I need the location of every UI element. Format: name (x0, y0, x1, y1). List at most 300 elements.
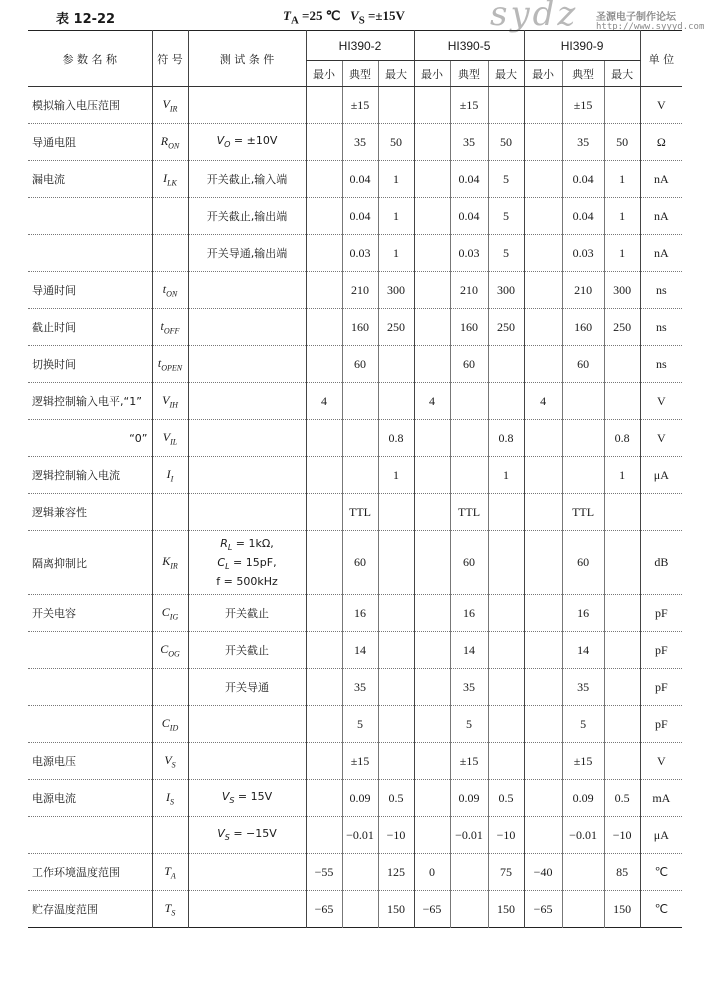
table-row (28, 309, 682, 346)
min-value (306, 309, 342, 346)
max-value: 150 (604, 891, 640, 928)
header-symbol: 符 号 (152, 31, 188, 87)
typ-value: 0.09 (342, 780, 378, 817)
min-value: 4 (524, 383, 562, 420)
param-name (28, 817, 152, 854)
header-device-3: HI390-9 (524, 31, 640, 61)
table-row (28, 891, 682, 928)
unit: nA (640, 161, 682, 198)
min-value: −55 (306, 854, 342, 891)
param-name: 电源电流 (28, 780, 152, 817)
typ-value: ±15 (562, 743, 604, 780)
max-value: 1 (378, 457, 414, 494)
max-value (604, 706, 640, 743)
typ-value: 14 (562, 632, 604, 669)
table-row (28, 494, 682, 531)
max-value (604, 531, 640, 595)
unit: dB (640, 531, 682, 595)
table-row (28, 854, 682, 891)
max-value: 150 (488, 891, 524, 928)
symbol: $C_{ID}$ (152, 706, 188, 743)
max-value (378, 669, 414, 706)
unit: ℃ (640, 854, 682, 891)
min-value (414, 309, 450, 346)
symbol: $V_{IR}$ (152, 87, 188, 124)
test-condition (188, 346, 306, 383)
max-value: −10 (378, 817, 414, 854)
symbol (152, 669, 188, 706)
test-condition (188, 457, 306, 494)
min-value (414, 161, 450, 198)
max-value: 300 (488, 272, 524, 309)
unit: V (640, 383, 682, 420)
max-value (604, 743, 640, 780)
symbol: $C_{OG}$ (152, 632, 188, 669)
typ-value (342, 383, 378, 420)
min-value: 4 (414, 383, 450, 420)
table-row (28, 817, 682, 854)
header-typ: 典型 (450, 61, 488, 87)
min-value (306, 457, 342, 494)
min-value (524, 817, 562, 854)
unit: V (640, 420, 682, 457)
min-value (306, 272, 342, 309)
param-name: 开关电容 (28, 595, 152, 632)
symbol: $V_{IH}$ (152, 383, 188, 420)
symbol: $V_S$ (152, 743, 188, 780)
table-row (28, 595, 682, 632)
symbol: $t_{OFF}$ (152, 309, 188, 346)
typ-value: 5 (562, 706, 604, 743)
header-param: 参 数 名 称 (28, 31, 152, 87)
min-value (414, 817, 450, 854)
symbol: $T_A$ (152, 854, 188, 891)
unit: ℃ (640, 891, 682, 928)
typ-value: −0.01 (562, 817, 604, 854)
table-row (28, 632, 682, 669)
symbol (152, 198, 188, 235)
table-row (28, 198, 682, 235)
test-condition: 开关截止 (188, 595, 306, 632)
test-condition (188, 309, 306, 346)
test-condition (188, 383, 306, 420)
unit: ns (640, 309, 682, 346)
min-value (524, 531, 562, 595)
min-value (306, 595, 342, 632)
min-value (524, 272, 562, 309)
param-name (28, 198, 152, 235)
typ-value (562, 891, 604, 928)
param-name (28, 235, 152, 272)
typ-value (342, 420, 378, 457)
param-name: “0” (28, 420, 152, 457)
max-value (488, 383, 524, 420)
max-value (488, 706, 524, 743)
max-value (604, 346, 640, 383)
max-value: 150 (378, 891, 414, 928)
typ-value: 60 (562, 346, 604, 383)
typ-value (342, 457, 378, 494)
min-value (414, 632, 450, 669)
max-value (378, 346, 414, 383)
table-row (28, 124, 682, 161)
watermark-url: http://www.syyyd.com (596, 22, 705, 32)
max-value (378, 87, 414, 124)
max-value (488, 494, 524, 531)
typ-value (562, 383, 604, 420)
min-value (524, 87, 562, 124)
table-row (28, 669, 682, 706)
header-max: 最大 (488, 61, 524, 87)
typ-value: 210 (342, 272, 378, 309)
max-value (378, 595, 414, 632)
test-conditions: $T_A =25$ ℃ $V_S =\pm 15V$ (283, 8, 405, 27)
min-value (414, 531, 450, 595)
typ-value: 35 (450, 124, 488, 161)
unit: mA (640, 780, 682, 817)
min-value (306, 494, 342, 531)
symbol: $C_{IG}$ (152, 595, 188, 632)
max-value (378, 531, 414, 595)
test-condition: 开关截止,输入端 (188, 161, 306, 198)
max-value (378, 494, 414, 531)
min-value (524, 161, 562, 198)
typ-value: 0.04 (342, 161, 378, 198)
typ-value: 0.04 (562, 161, 604, 198)
max-value: 5 (488, 161, 524, 198)
min-value (414, 124, 450, 161)
min-value (524, 346, 562, 383)
max-value: 250 (604, 309, 640, 346)
min-value (524, 457, 562, 494)
max-value: 1 (604, 235, 640, 272)
typ-value: 60 (562, 531, 604, 595)
max-value: 50 (488, 124, 524, 161)
symbol: $V_{IL}$ (152, 420, 188, 457)
param-name: 切换时间 (28, 346, 152, 383)
min-value (306, 706, 342, 743)
test-condition: 开关截止 (188, 632, 306, 669)
typ-value: ±15 (562, 87, 604, 124)
param-name: 工作环境温度范围 (28, 854, 152, 891)
min-value (414, 87, 450, 124)
param-name: 电源电压 (28, 743, 152, 780)
max-value (378, 706, 414, 743)
typ-value: 14 (450, 632, 488, 669)
min-value (306, 161, 342, 198)
min-value (306, 817, 342, 854)
unit: V (640, 743, 682, 780)
max-value: 0.5 (488, 780, 524, 817)
param-name (28, 706, 152, 743)
typ-value: 35 (450, 669, 488, 706)
table-row (28, 743, 682, 780)
typ-value (342, 854, 378, 891)
typ-value: 160 (562, 309, 604, 346)
unit: ns (640, 346, 682, 383)
max-value: 125 (378, 854, 414, 891)
typ-value: 0.09 (562, 780, 604, 817)
unit: nA (640, 235, 682, 272)
typ-value: 60 (342, 531, 378, 595)
typ-value: 0.09 (450, 780, 488, 817)
min-value (414, 494, 450, 531)
max-value: 0.8 (378, 420, 414, 457)
symbol (152, 817, 188, 854)
max-value: 300 (378, 272, 414, 309)
param-name: 导通电阻 (28, 124, 152, 161)
param-name: 贮存温度范围 (28, 891, 152, 928)
header-typ: 典型 (342, 61, 378, 87)
max-value: 1 (488, 457, 524, 494)
typ-value (450, 383, 488, 420)
typ-value: ±15 (342, 743, 378, 780)
min-value (306, 669, 342, 706)
max-value: 1 (604, 457, 640, 494)
watermark-logo: sydz (490, 0, 579, 34)
test-condition (188, 420, 306, 457)
min-value: 0 (414, 854, 450, 891)
unit: μA (640, 817, 682, 854)
min-value (524, 309, 562, 346)
min-value (306, 235, 342, 272)
max-value (604, 87, 640, 124)
min-value (306, 632, 342, 669)
typ-value: −0.01 (450, 817, 488, 854)
param-name: 隔离抑制比 (28, 531, 152, 595)
typ-value: 35 (562, 669, 604, 706)
max-value: 5 (488, 198, 524, 235)
test-condition (188, 706, 306, 743)
max-value (488, 531, 524, 595)
typ-value: ±15 (342, 87, 378, 124)
test-condition: $V_O = \pm 10V$ (188, 124, 306, 161)
typ-value: 0.04 (562, 198, 604, 235)
table-row (28, 383, 682, 420)
typ-value (562, 420, 604, 457)
max-value: 250 (378, 309, 414, 346)
min-value (306, 198, 342, 235)
symbol: $T_S$ (152, 891, 188, 928)
unit: V (640, 87, 682, 124)
max-value (488, 87, 524, 124)
min-value (524, 124, 562, 161)
table-row (28, 706, 682, 743)
min-value (524, 420, 562, 457)
typ-value: 0.04 (450, 161, 488, 198)
header-min: 最小 (524, 61, 562, 87)
min-value (306, 346, 342, 383)
max-value (378, 632, 414, 669)
param-name: 逻辑兼容性 (28, 494, 152, 531)
max-value: 1 (378, 235, 414, 272)
max-value: −10 (604, 817, 640, 854)
test-condition: $R_L = 1k\Omega$, $C_L = 15pF$, f = 500kHz (188, 531, 306, 595)
min-value (524, 706, 562, 743)
symbol (152, 494, 188, 531)
min-value (414, 706, 450, 743)
min-value (414, 346, 450, 383)
min-value (524, 632, 562, 669)
header-row-1 (28, 31, 682, 61)
min-value (414, 198, 450, 235)
min-value (414, 669, 450, 706)
test-condition (188, 87, 306, 124)
unit: pF (640, 632, 682, 669)
max-value: 0.5 (378, 780, 414, 817)
max-value: 0.8 (604, 420, 640, 457)
test-condition: 开关截止,输出端 (188, 198, 306, 235)
param-name: 漏电流 (28, 161, 152, 198)
min-value (524, 743, 562, 780)
max-value (604, 595, 640, 632)
header-max: 最大 (378, 61, 414, 87)
typ-value: ±15 (450, 87, 488, 124)
typ-value: 60 (342, 346, 378, 383)
param-name: 逻辑控制输入电流 (28, 457, 152, 494)
typ-value: 14 (342, 632, 378, 669)
typ-value: 16 (562, 595, 604, 632)
header-typ: 典型 (562, 61, 604, 87)
max-value (488, 669, 524, 706)
test-condition (188, 891, 306, 928)
min-value (306, 420, 342, 457)
param-name: 截止时间 (28, 309, 152, 346)
max-value: 1 (604, 198, 640, 235)
min-value (414, 780, 450, 817)
min-value (524, 669, 562, 706)
table-label: 表 12-22 (56, 12, 116, 27)
typ-value: TTL (562, 494, 604, 531)
min-value (524, 494, 562, 531)
max-value (488, 743, 524, 780)
symbol: $R_{ON}$ (152, 124, 188, 161)
param-name (28, 669, 152, 706)
max-value (604, 632, 640, 669)
param-name: 逻辑控制输入电平,“1” (28, 383, 152, 420)
max-value (604, 383, 640, 420)
test-condition (188, 494, 306, 531)
typ-value: 0.03 (342, 235, 378, 272)
test-condition (188, 743, 306, 780)
typ-value: 60 (450, 531, 488, 595)
max-value: 85 (604, 854, 640, 891)
max-value: 0.5 (604, 780, 640, 817)
typ-value: 5 (450, 706, 488, 743)
typ-value: TTL (342, 494, 378, 531)
typ-value (342, 891, 378, 928)
min-value (414, 235, 450, 272)
symbol: $t_{ON}$ (152, 272, 188, 309)
min-value (414, 595, 450, 632)
typ-value: 60 (450, 346, 488, 383)
min-value (414, 272, 450, 309)
max-value: 50 (378, 124, 414, 161)
min-value (306, 780, 342, 817)
spec-table (28, 30, 682, 928)
unit: nA (640, 198, 682, 235)
test-condition (188, 272, 306, 309)
symbol: $t_{OPEN}$ (152, 346, 188, 383)
min-value (306, 743, 342, 780)
max-value (378, 383, 414, 420)
min-value (524, 595, 562, 632)
typ-value: 35 (342, 669, 378, 706)
min-value (414, 420, 450, 457)
table-row (28, 272, 682, 309)
unit: pF (640, 706, 682, 743)
watermark-site-name: 圣源电子制作论坛 (596, 12, 676, 23)
min-value: −65 (524, 891, 562, 928)
max-value: 75 (488, 854, 524, 891)
header-min: 最小 (414, 61, 450, 87)
table-row (28, 780, 682, 817)
header-device-2: HI390-5 (414, 31, 524, 61)
test-condition: 开关导通,输出端 (188, 235, 306, 272)
typ-value (562, 854, 604, 891)
min-value (524, 198, 562, 235)
min-value (524, 235, 562, 272)
table-row (28, 235, 682, 272)
symbol (152, 235, 188, 272)
max-value: 250 (488, 309, 524, 346)
max-value: 5 (488, 235, 524, 272)
max-value: 0.8 (488, 420, 524, 457)
min-value: −40 (524, 854, 562, 891)
unit: pF (640, 669, 682, 706)
unit: μA (640, 457, 682, 494)
param-name: 导通时间 (28, 272, 152, 309)
param-name: 模拟输入电压范围 (28, 87, 152, 124)
max-value (488, 632, 524, 669)
table-row (28, 457, 682, 494)
typ-value: 160 (342, 309, 378, 346)
table-row (28, 161, 682, 198)
unit: pF (640, 595, 682, 632)
typ-value: 0.03 (562, 235, 604, 272)
typ-value: ±15 (450, 743, 488, 780)
header-max: 最大 (604, 61, 640, 87)
min-value: −65 (414, 891, 450, 928)
unit: Ω (640, 124, 682, 161)
max-value: 1 (378, 198, 414, 235)
test-condition: $V_S = -15V$ (188, 817, 306, 854)
typ-value: 0.04 (342, 198, 378, 235)
table-row (28, 346, 682, 383)
min-value (306, 87, 342, 124)
symbol: $I_{LK}$ (152, 161, 188, 198)
typ-value (450, 420, 488, 457)
header-test: 测 试 条 件 (188, 31, 306, 87)
symbol: $I_S$ (152, 780, 188, 817)
max-value: 300 (604, 272, 640, 309)
test-condition (188, 854, 306, 891)
table-row (28, 420, 682, 457)
min-value (306, 531, 342, 595)
typ-value: 210 (562, 272, 604, 309)
table-row (28, 531, 682, 595)
typ-value: 16 (450, 595, 488, 632)
max-value (378, 743, 414, 780)
max-value (488, 595, 524, 632)
typ-value: 5 (342, 706, 378, 743)
param-name (28, 632, 152, 669)
max-value (488, 346, 524, 383)
unit: ns (640, 272, 682, 309)
unit (640, 494, 682, 531)
max-value (604, 494, 640, 531)
typ-value: 160 (450, 309, 488, 346)
